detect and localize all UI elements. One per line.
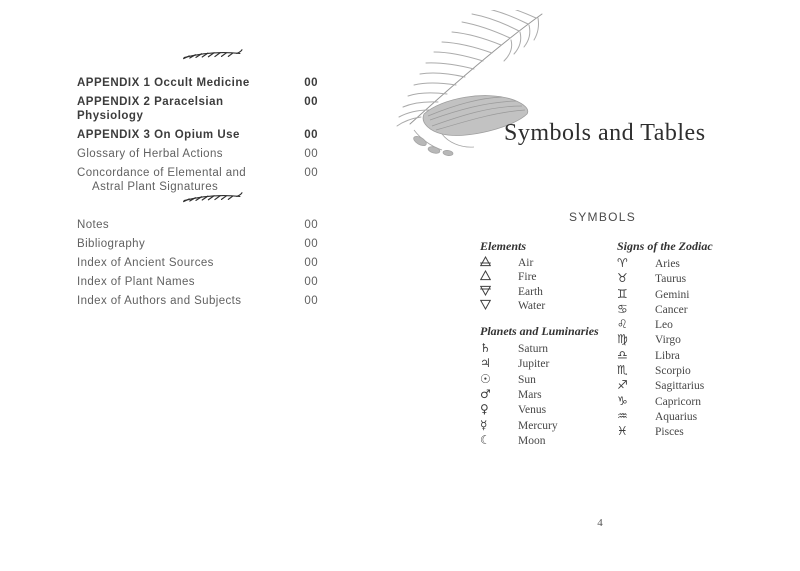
water-symbol (480, 299, 518, 313)
toc-entry-label: Index of Ancient Sources (77, 257, 214, 269)
toc-entry-line2: Astral Plant Signatures (92, 181, 219, 193)
symbol-name: Scorpio (655, 365, 691, 378)
moon-symbol: ☾ (480, 432, 491, 447)
symbol-row (617, 332, 742, 347)
symbol-name: Taurus (655, 273, 687, 286)
toc-entry (77, 218, 318, 232)
taurus-symbol: ♉ (617, 271, 628, 286)
mercury-symbol: ☿ (480, 417, 488, 432)
symbol-name: Fire (518, 271, 537, 284)
toc-entry (77, 128, 318, 142)
planets-heading: Planets and Luminaries (480, 324, 599, 339)
symbol-name: Aquarius (655, 410, 698, 423)
symbols-heading: SYMBOLS (568, 210, 637, 224)
scorpio-symbol: ♏ (617, 363, 628, 378)
leo-symbol: ♌ (617, 317, 628, 332)
symbol-name: Venus (518, 404, 547, 417)
symbol-row (480, 387, 614, 402)
symbol-name: Leo (655, 319, 673, 332)
capricorn-symbol: ♑ (617, 393, 628, 408)
symbol-row (617, 302, 742, 317)
symbol-name: Pisces (655, 426, 684, 439)
leaf-sprig-ornament (181, 190, 243, 205)
symbol-row (480, 356, 614, 371)
toc-entry-label: Bibliography (77, 238, 146, 250)
toc-entry-label: Glossary of Herbal Actions (77, 148, 223, 160)
toc-entry-page: 00 (304, 238, 318, 250)
symbols-column-left (480, 239, 614, 448)
symbol-name: Mercury (518, 419, 558, 432)
toc-entry-label: APPENDIX 1 Occult Medicine (77, 77, 250, 89)
symbol-name: Jupiter (518, 358, 550, 371)
symbol-name: Mars (518, 389, 542, 402)
toc-entry-page: 00 (304, 167, 318, 179)
symbol-name: Gemini (655, 288, 690, 301)
symbol-row (617, 424, 742, 439)
symbol-row (617, 394, 742, 409)
toc-entry (77, 147, 318, 161)
symbol-row (617, 256, 742, 271)
symbol-row (617, 363, 742, 378)
earth-symbol (480, 285, 518, 299)
symbol-row (480, 270, 614, 284)
symbol-name: Libra (655, 349, 680, 362)
symbol-row (480, 299, 614, 313)
toc-entry-label: Notes (77, 219, 110, 231)
symbol-row (480, 341, 614, 356)
page-title: Symbols and Tables (504, 120, 706, 146)
toc-entry-page: 00 (304, 257, 318, 269)
toc-entry-page: 00 (304, 276, 318, 288)
symbol-name: Moon (518, 434, 546, 447)
toc-entry (77, 275, 318, 289)
toc-entry (77, 237, 318, 251)
symbol-name: Sun (518, 373, 536, 386)
saturn-symbol: ♄ (480, 341, 491, 356)
aquarius-symbol: ♒ (617, 408, 628, 423)
leaf-sprig-ornament (181, 47, 243, 62)
symbol-row (480, 285, 614, 299)
symbol-row (480, 433, 614, 448)
toc-entry-line1: Concordance of Elemental and (77, 167, 247, 179)
symbol-row (617, 348, 742, 363)
symbol-name: Aries (655, 258, 680, 270)
symbol-row (617, 271, 742, 286)
toc-entry-page: 00 (304, 219, 318, 231)
symbol-name: Air (518, 257, 534, 269)
venus-symbol: ♀ (480, 402, 489, 417)
toc-entry-label: APPENDIX 3 On Opium Use (77, 129, 240, 141)
zodiac-heading: Signs of the Zodiac (617, 239, 713, 253)
symbol-name: Virgo (655, 334, 681, 347)
sagittarius-symbol: ♐ (617, 378, 628, 393)
toc-entry-page: 00 (304, 77, 318, 89)
symbol-row (617, 317, 742, 332)
symbol-name: Capricorn (655, 395, 701, 408)
toc-entry-page: 00 (304, 129, 318, 141)
toc-entry-page: 00 (304, 148, 318, 160)
virgo-symbol: ♍ (617, 332, 628, 347)
toc-entry-label: Index of Plant Names (77, 276, 195, 288)
libra-symbol: ♎ (617, 347, 628, 362)
page-number: 4 (597, 517, 603, 529)
symbol-row (617, 287, 742, 302)
symbol-row (617, 409, 742, 424)
symbol-row (480, 372, 614, 387)
symbol-row (480, 402, 614, 417)
toc-entry-label: APPENDIX 2 Paracelsian Physiology (77, 96, 224, 122)
jupiter-symbol: ♃ (480, 356, 491, 371)
toc-entry (77, 95, 318, 123)
symbol-name: Sagittarius (655, 380, 705, 393)
symbols-column-zodiac (617, 239, 742, 440)
symbol-name: Cancer (655, 303, 688, 316)
gemini-symbol: ♊ (617, 286, 628, 301)
toc-entry (77, 294, 318, 308)
symbol-row (617, 378, 742, 393)
symbol-row (480, 256, 614, 270)
mars-symbol: ♂ (480, 387, 491, 402)
toc-appendices (77, 76, 318, 199)
symbol-name: Saturn (518, 343, 549, 356)
symbol-name: Earth (518, 285, 543, 298)
pisces-symbol: ♓ (617, 424, 628, 439)
cancer-symbol: ♋ (617, 301, 628, 316)
air-symbol (480, 256, 518, 270)
toc-entry-label: Index of Authors and Subjects (77, 295, 242, 307)
fire-symbol (480, 270, 518, 284)
symbol-name: Water (518, 299, 546, 312)
symbol-row (480, 418, 614, 433)
toc-entry-page: 00 (304, 96, 318, 108)
elements-heading: Elements (480, 239, 527, 253)
toc-backmatter (77, 218, 318, 313)
aries-symbol: ♈ (617, 256, 628, 270)
toc-entry (77, 76, 318, 90)
toc-entry-page: 00 (304, 295, 318, 307)
sun-symbol: ☉ (480, 371, 491, 386)
toc-entry (77, 256, 318, 270)
